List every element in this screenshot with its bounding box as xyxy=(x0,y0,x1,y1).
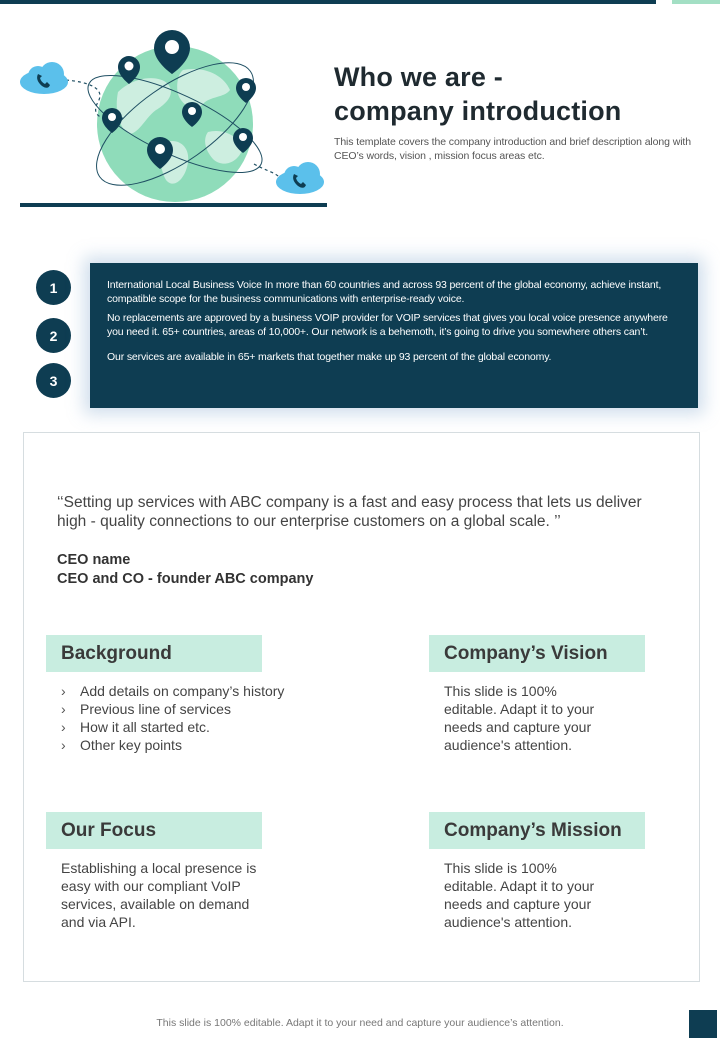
step-2-badge: 2 xyxy=(36,318,71,353)
ceo-name: CEO name xyxy=(57,552,131,568)
page-title-line-2: company introduction xyxy=(334,96,622,126)
phone-cloud-icon xyxy=(20,62,68,94)
focus-heading: Our Focus xyxy=(46,812,262,849)
list-item: › Add details on company’s history xyxy=(61,682,296,700)
top-accent-bar-green xyxy=(672,0,720,4)
background-list xyxy=(46,682,296,754)
mission-heading: Company’s Mission xyxy=(429,812,645,849)
ceo-role: CEO and CO - founder ABC company xyxy=(57,571,314,587)
intro-point-1: International Local Business Voice In more than 60 countries and across 93 percent of the global economy, achieve instant, compatible scope for the business communications with enterprise-ready voice. xyxy=(107,279,662,305)
list-item: › How it all started etc. xyxy=(61,718,296,736)
list-item: › Previous line of services xyxy=(61,700,296,718)
mission-text: This slide is 100% editable. Adapt it to your needs and capture your audience's attention. xyxy=(444,860,595,930)
top-accent-bar xyxy=(0,0,656,4)
focus-text: Establishing a local presence is easy with our compliant VoIP services, available on demand and via API. xyxy=(61,860,257,930)
globe-illustration xyxy=(18,22,330,212)
ceo-quote: ‘‘Setting up services with ABC company is a fast and easy process that lets us deliver high - quality connections to our enterprise customers on a global scale. ’’ xyxy=(57,494,642,530)
step-1-badge: 1 xyxy=(36,270,71,305)
mission-section xyxy=(429,812,679,931)
vision-heading: Company’s Vision xyxy=(429,635,645,672)
intro-point-2: No replacements are approved by a business VOIP provider for VOIP services that gives you local voice presence anywhere you need it. 65+ countries, areas of 10,000+. Our network is a behemoth, it’s going to drive you somewhere others can’t. xyxy=(107,312,668,338)
page-subtitle: This template covers the company introduction and brief description along with CEO’s words, vision , mission focus areas etc. xyxy=(334,136,691,162)
vision-section xyxy=(429,635,679,754)
intro-panel xyxy=(90,263,698,408)
step-3-badge: 3 xyxy=(36,363,71,398)
background-section xyxy=(46,635,296,754)
title-block xyxy=(334,60,704,163)
vision-text: This slide is 100% editable. Adapt it to your needs and capture your audience's attention. xyxy=(444,683,595,753)
phone-cloud-icon xyxy=(276,162,324,194)
focus-section xyxy=(46,812,296,931)
intro-point-3: Our services are available in 65+ markets that together make up 93 percent of the global economy. xyxy=(107,351,552,363)
footer-note: This slide is 100% editable. Adapt it to your need and capture your audience’s attention. xyxy=(156,1017,564,1029)
page-title-line-1: Who we are - xyxy=(334,62,503,92)
list-item: › Other key points xyxy=(61,736,296,754)
corner-accent xyxy=(689,1010,717,1038)
page-title xyxy=(334,60,704,128)
background-heading: Background xyxy=(46,635,262,672)
content-card xyxy=(23,432,700,982)
